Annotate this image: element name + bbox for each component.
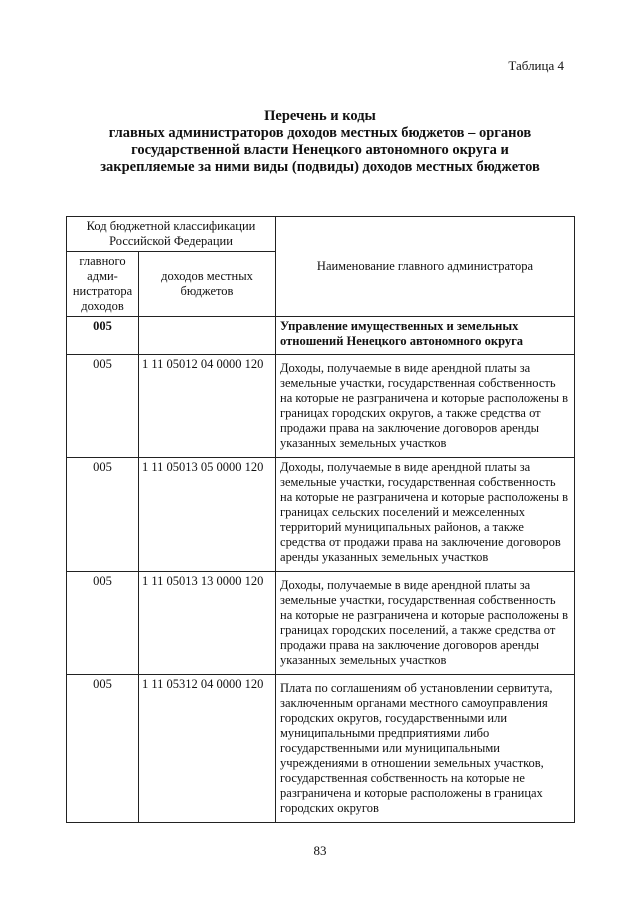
- header-budget-classification: Код бюджетной классификации Российской Федерации: [67, 217, 276, 252]
- revenue-name-cell: Доходы, получаемые в виде арендной платы за земельные участки, государственная собственность на которые не разграничена и которые расположены в границах сельских поселений и межселенных территорий муниципальных районов, а также средства от продажи права на заключение договоров аренды указанных земельных участков: [276, 458, 575, 572]
- header-local-budget-revenue: доходов местных бюджетов: [139, 252, 276, 317]
- revenue-name-cell: Плата по соглашениям об установлении сервитута, заключенным органами местного самоуправления городских округов, государственными или муниципальными предприятиями либо государственными или муниципальными учреждениями в отношении земельных участков, государственная собственность на которые не разграничена и которые расположены в границах городских округов: [276, 675, 575, 823]
- header-row: [67, 217, 575, 252]
- title-line: закрепляемые за ними виды (подвиды) доходов местных бюджетов: [100, 159, 540, 175]
- header-administrator-name: Наименование главного администратора: [276, 217, 575, 317]
- section-empty-cell: [139, 317, 276, 355]
- table-label: Таблица 4: [508, 58, 564, 73]
- revenue-code-cell: 1 11 05012 04 0000 120: [139, 355, 276, 458]
- header-main-administrator: главного адми-нистратора доходов: [67, 252, 139, 317]
- title-line: главных администраторов доходов местных бюджетов – органов: [108, 125, 532, 141]
- page-number: 83: [313, 843, 327, 858]
- admin-code-cell: 005: [67, 572, 139, 675]
- revenue-name-cell: Доходы, получаемые в виде арендной платы за земельные участки, государственная собственность на которые не разграничена и которые расположены в границах городских округов, а также средства от продажи права на заключение договоров аренды указанных земельных участков: [276, 355, 575, 458]
- admin-code-cell: 005: [67, 355, 139, 458]
- title-line: Перечень и коды: [264, 108, 376, 124]
- table-row: [67, 572, 575, 675]
- table-row: [67, 458, 575, 572]
- admin-code-cell: 005: [67, 458, 139, 572]
- section-row: [67, 317, 575, 355]
- table-row: [67, 355, 575, 458]
- document-title: [60, 108, 580, 176]
- section-name: Управление имущественных и земельных отношений Ненецкого автономного округа: [276, 317, 575, 355]
- revenue-code-cell: 1 11 05312 04 0000 120: [139, 675, 276, 823]
- table-row: [67, 675, 575, 823]
- admin-code-cell: 005: [67, 675, 139, 823]
- section-code: 005: [67, 317, 139, 355]
- revenue-name-cell: Доходы, получаемые в виде арендной платы за земельные участки, государственная собственность на которые не разграничена и которые расположены в границах городских поселений, а также средства от продажи права на заключение договоров аренды указанных земельных участков: [276, 572, 575, 675]
- revenue-administrators-table: [66, 216, 575, 823]
- revenue-code-cell: 1 11 05013 13 0000 120: [139, 572, 276, 675]
- title-line: государственной власти Ненецкого автономного округа и: [131, 142, 509, 158]
- revenue-code-cell: 1 11 05013 05 0000 120: [139, 458, 276, 572]
